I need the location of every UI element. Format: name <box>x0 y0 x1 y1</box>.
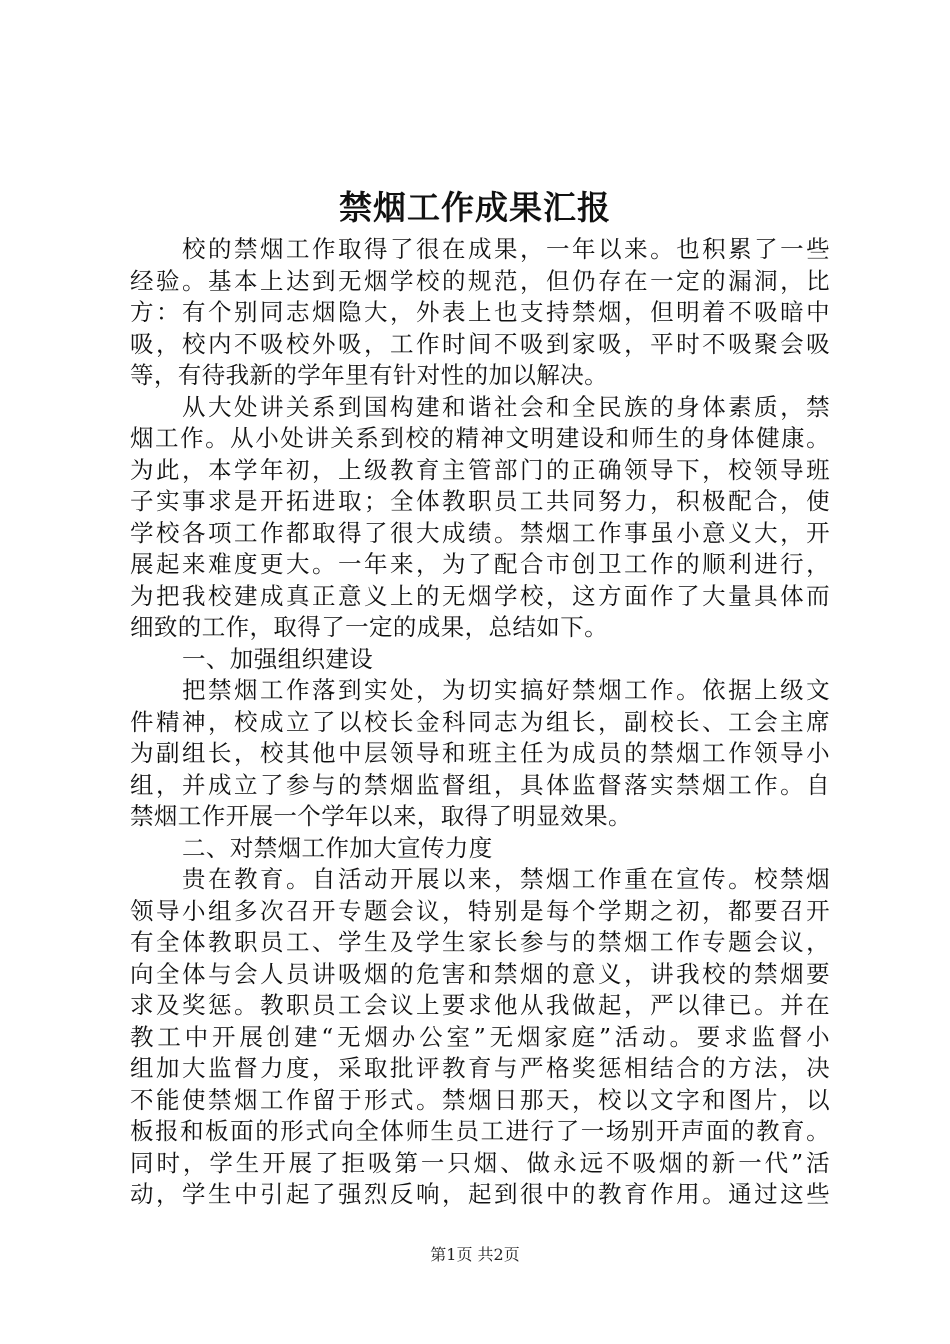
text-line: 有全体教职员工、学生及学生家长参与的禁烟工作专题会议， <box>130 928 830 956</box>
text-line: 贵在教育。自活动开展以来，禁烟工作重在宣传。校禁烟 <box>182 865 830 893</box>
document-title: 禁烟工作成果汇报 <box>339 188 611 227</box>
text-line: 教工中开展创建“无烟办公室”无烟家庭”活动。要求监督小 <box>130 1022 830 1051</box>
text-line: 领导小组多次召开专题会议，特别是每个学期之初，都要召开 <box>130 896 830 925</box>
text-line: 一、加强组织建设 <box>182 644 374 673</box>
text-line: 为此，本学年初，上级教育主管部门的正确领导下，校领导班 <box>130 455 830 484</box>
text-line: 求及奖惩。教职员工会议上要求他从我做起，严以律已。并在 <box>130 991 830 1019</box>
text-line: 二、对禁烟工作加大宣传力度 <box>182 833 493 862</box>
text-line: 向全体与会人员讲吸烟的危害和禁烟的意义，讲我校的禁烟要 <box>130 959 830 988</box>
text-line: 子实事求是开拓进取；全体教职员工共同努力，积极配合，使 <box>130 487 830 515</box>
text-line: 板报和板面的形式向全体师生员工进行了一场别开声面的教育。 <box>130 1117 830 1145</box>
text-line: 从大处讲关系到国构建和谐社会和全民族的身体素质，禁 <box>182 392 830 421</box>
text-line: 等，有待我新的学年里有针对性的加以解决。 <box>130 361 608 389</box>
text-line: 展起来难度更大。一年来，为了配合市创卫工作的顺利进行， <box>130 550 830 578</box>
text-line: 不能使禁烟工作留于形式。禁烟日那天，校以文字和图片，以 <box>130 1085 830 1114</box>
text-line: 组，并成立了参与的禁烟监督组，具体监督落实禁烟工作。自 <box>130 770 830 799</box>
document-body <box>130 234 830 1211</box>
text-line: 烟工作。从小处讲关系到校的精神文明建设和师生的身体健康。 <box>130 424 830 452</box>
text-line: 方：有个别同志烟隐大，外表上也支持禁烟，但明着不吸暗中 <box>130 298 830 326</box>
text-line: 为把我校建成真正意义上的无烟学校，这方面作了大量具体而 <box>130 581 830 610</box>
text-line: 为副组长，校其他中层领导和班主任为成员的禁烟工作领导小 <box>130 739 830 767</box>
text-line: 吸，校内不吸校外吸，工作时间不吸到家吸，平时不吸聚会吸 <box>130 329 830 358</box>
text-line: 动，学生中引起了强烈反响，起到很中的教育作用。通过这些 <box>130 1180 830 1208</box>
text-line: 同时，学生开展了拒吸第一只烟、做永远不吸烟的新一代”活 <box>130 1148 830 1177</box>
text-line: 禁烟工作开展一个学年以来，取得了明显效果。 <box>130 802 632 830</box>
text-line: 件精神，校成立了以校长金科同志为组长，副校长、工会主席 <box>130 707 830 736</box>
text-line: 学校各项工作都取得了很大成绩。禁烟工作事虽小意义大，开 <box>130 518 830 547</box>
text-line: 经验。基本上达到无烟学校的规范，但仍存在一定的漏洞，比 <box>130 266 830 295</box>
text-line: 细致的工作，取得了一定的成果，总结如下。 <box>130 613 608 641</box>
page-footer: 第1页 共2页 <box>430 1245 520 1264</box>
text-line: 校的禁烟工作取得了很在成果，一年以来。也积累了一些 <box>182 235 830 263</box>
text-line: 把禁烟工作落到实处，为切实搞好禁烟工作。依据上级文 <box>182 676 830 704</box>
text-line: 组加大监督力度，采取批评教育与严格奖惩相结合的方法，决 <box>130 1054 830 1082</box>
